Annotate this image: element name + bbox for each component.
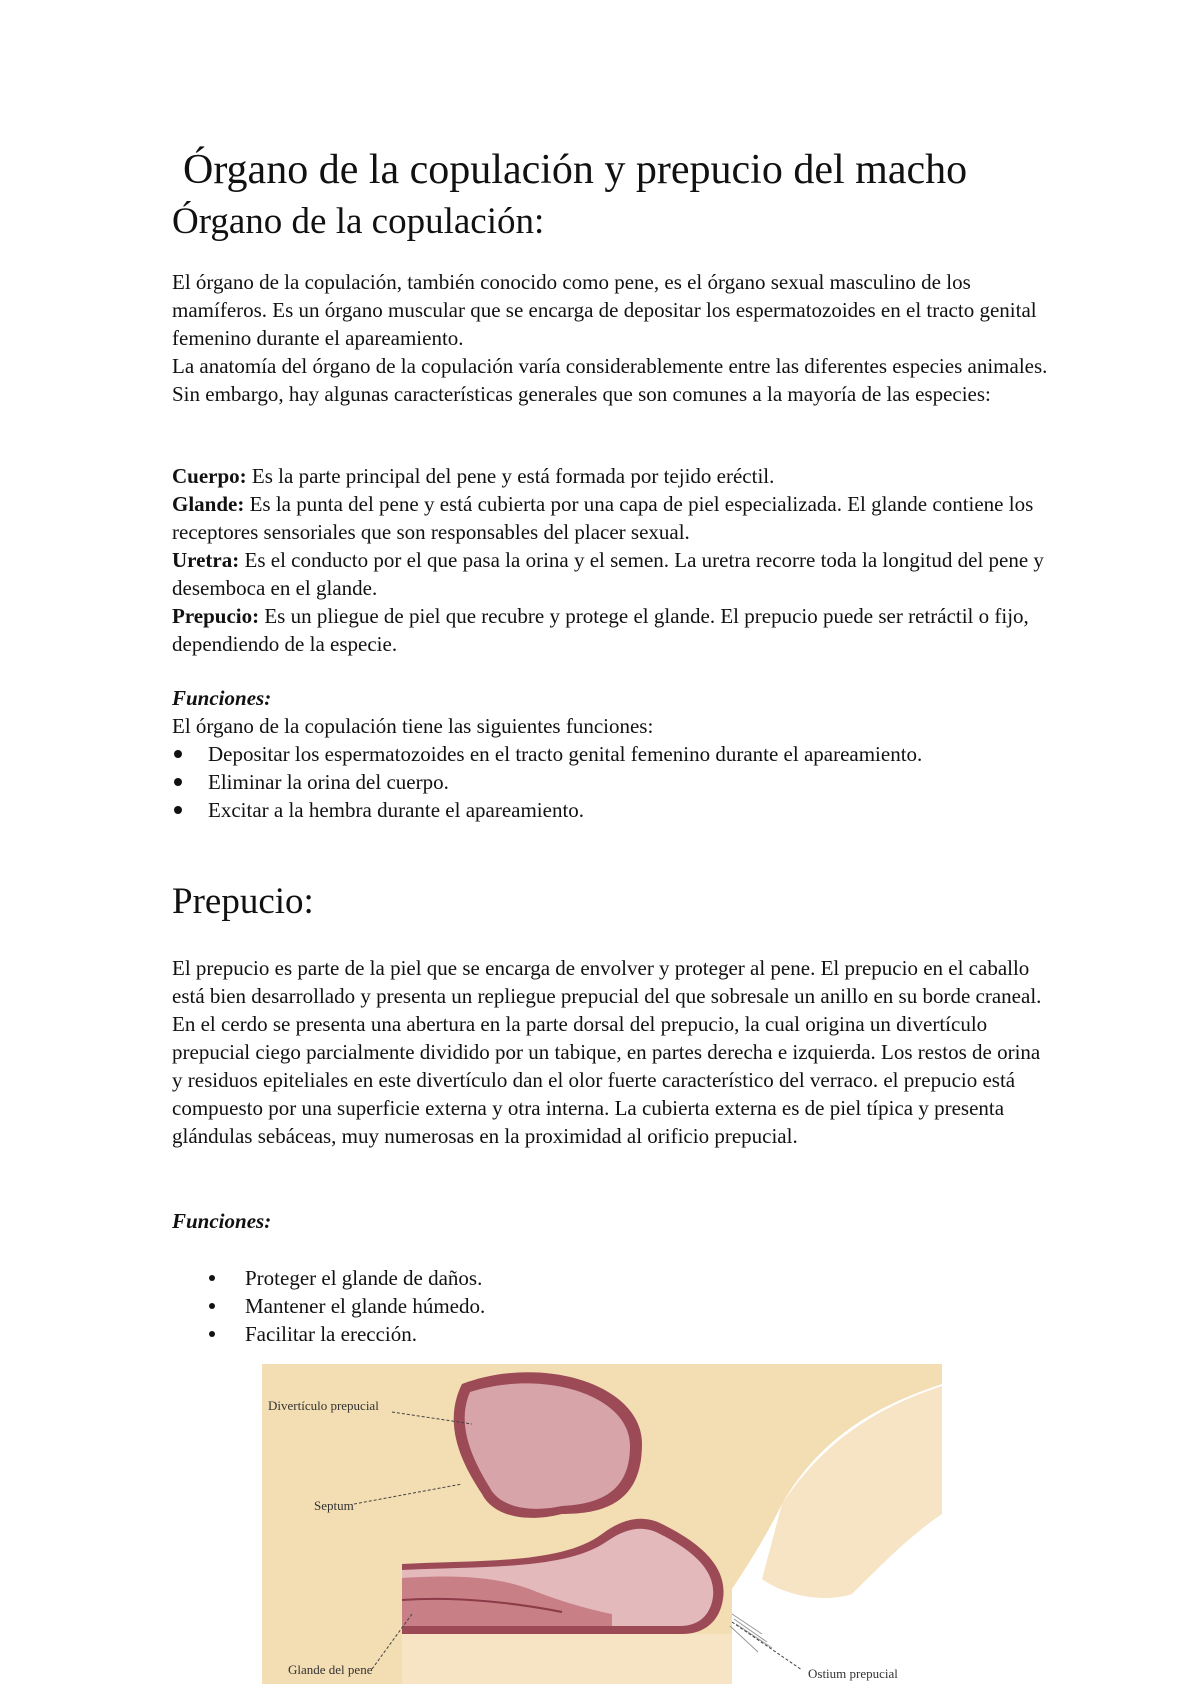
- ventral-body: [402, 1634, 732, 1684]
- part-term: Cuerpo:: [172, 464, 247, 488]
- part-term: Prepucio:: [172, 604, 260, 628]
- functions-list-2: [207, 1264, 907, 1348]
- prepucio-paragraph: El prepucio es parte de la piel que se encarga de envolver y proteger al pene. El prepucio en el caballo está bien desarrollado y presenta un repliegue prepucial del que sobresale un anillo en su borde craneal. En el cerdo se presenta una abertura en la parte dorsal del prepucio, la cual origina un divertículo prepucial ciego parcialmente dividido por un tabique, en partes derecha e izquierda. Los restos de orina y residuos epiteliales en este divertículo dan el olor fuerte característico del verraco. el prepucio está compuesto por una superficie externa y otra interna. La cubierta externa es de piel típica y presenta glándulas sebáceas, muy numerosas en la proximidad al orificio prepucial.: [172, 956, 1042, 1148]
- intro-text-2: La anatomía del órgano de la copulación varía considerablemente entre las diferentes especies animales. Sin embargo, hay algunas características generales que son comunes a la mayoría de las especies:: [172, 354, 1048, 406]
- list-item: Facilitar la erección.: [207, 1320, 907, 1348]
- intro-paragraph: [172, 268, 1052, 408]
- functions-title-1: Funciones:: [172, 686, 272, 710]
- list-item: Mantener el glande húmedo.: [207, 1292, 907, 1320]
- list-item: Excitar a la hembra durante el apareamiento.: [172, 796, 1032, 824]
- prepuce-diagram: [262, 1364, 942, 1684]
- intro-text: El órgano de la copulación, también conocido como pene, es el órgano sexual masculino de los mamíferos. Es un órgano muscular que se encarga de depositar los espermatozoides en el tracto genital femenino durante el apareamiento.: [172, 270, 1037, 350]
- part-term: Uretra:: [172, 548, 240, 572]
- part-text: Es la punta del pene y está cubierta por una capa de piel especializada. El glande contiene los receptores sensoriales que son responsables del placer sexual.: [172, 492, 1034, 544]
- list-item: Depositar los espermatozoides en el tracto genital femenino durante el apareamiento.: [172, 740, 1032, 768]
- label-septum: Septum: [314, 1498, 354, 1513]
- functions-intro: El órgano de la copulación tiene las siguientes funciones:: [172, 714, 654, 738]
- functions-title-2: Funciones:: [172, 1209, 272, 1233]
- label-diverticulo: Divertículo prepucial: [268, 1398, 379, 1413]
- list-item: Eliminar la orina del cuerpo.: [172, 768, 1032, 796]
- section-heading-organo: Órgano de la copulación:: [172, 201, 545, 242]
- section-heading-prepucio: Prepucio:: [172, 881, 314, 922]
- part-term: Glande:: [172, 492, 245, 516]
- functions-list-1: [172, 740, 1032, 824]
- part-text: Es la parte principal del pene y está formada por tejido eréctil.: [246, 464, 775, 488]
- label-ostium: Ostium prepucial: [808, 1666, 898, 1681]
- part-text: Es el conducto por el que pasa la orina y el semen. La uretra recorre toda la longitud del pene y desemboca en el glande.: [172, 548, 1044, 600]
- leader-ostium: [732, 1622, 802, 1670]
- list-item: Proteger el glande de daños.: [207, 1264, 907, 1292]
- hair-tuft: [730, 1614, 772, 1652]
- anatomy-figure: [262, 1364, 942, 1684]
- label-glande: Glande del pene: [288, 1662, 373, 1677]
- parts-paragraph: [172, 462, 1052, 658]
- part-text: Es un pliegue de piel que recubre y protege el glande. El prepucio puede ser retráctil o fijo, dependiendo de la especie.: [172, 604, 1029, 656]
- document-title: Órgano de la copulación y prepucio del macho: [183, 147, 968, 193]
